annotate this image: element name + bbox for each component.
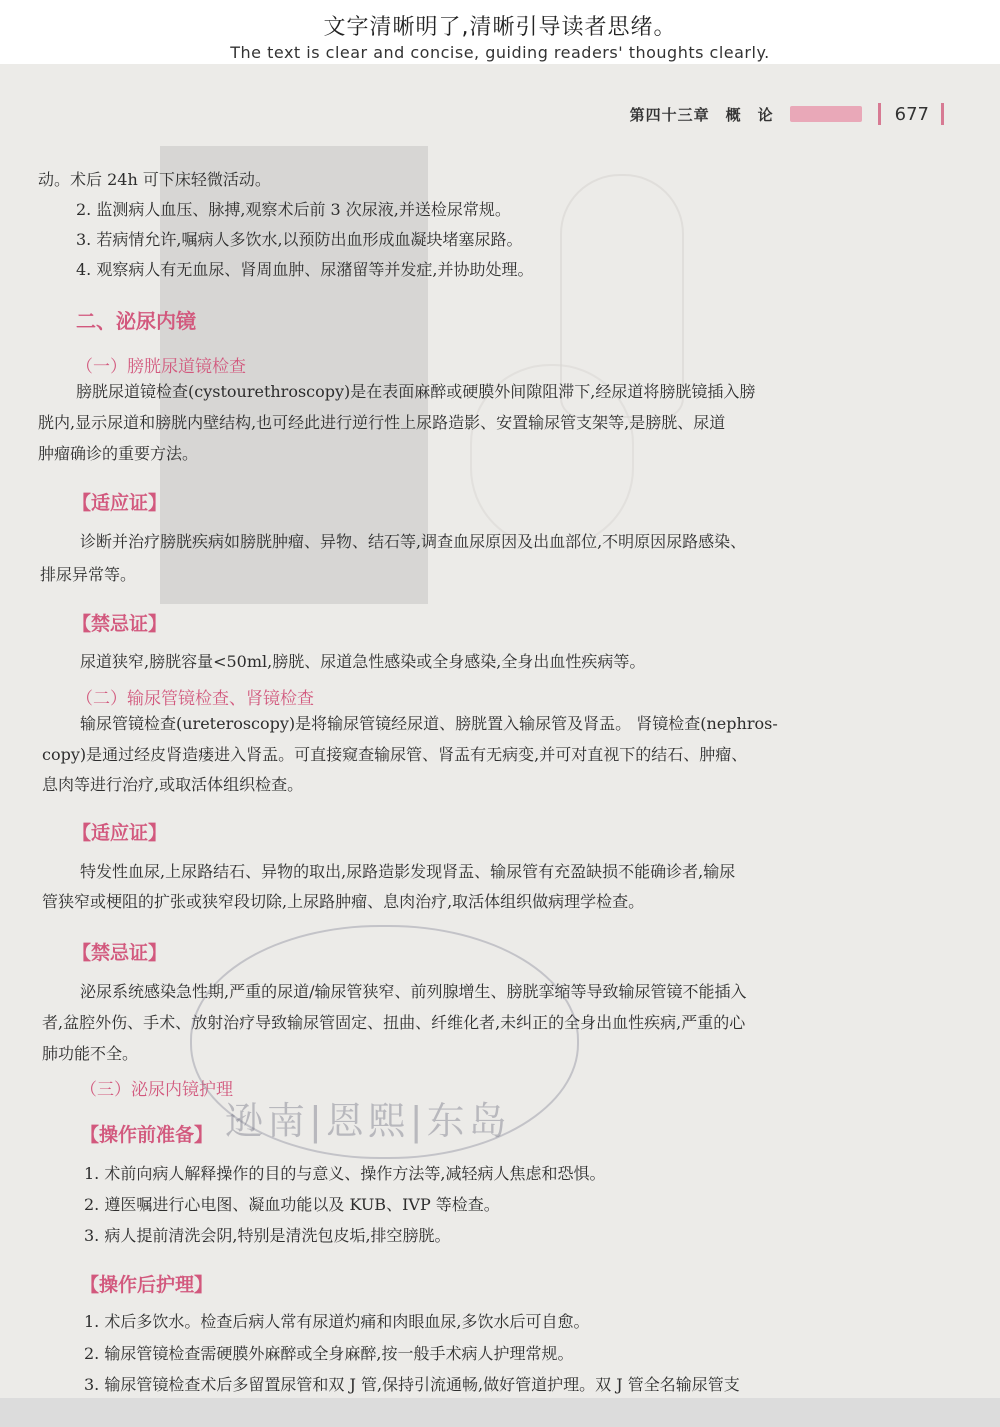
paragraph-line: 特发性血尿,上尿路结石、异物的取出,尿路造影发现肾盂、输尿管有充盈缺损不能确诊者,输尿 [80, 862, 736, 881]
page-number: 677 [894, 103, 929, 125]
paragraph-line: 输尿管镜检查(ureteroscopy)是将输尿管镜经尿道、膀胱置入输尿管及肾盂。 肾镜检查(nephros- [80, 714, 778, 733]
banner-chinese-caption: 文字清晰明了,清晰引导读者思绪。 [323, 15, 677, 40]
preparation-heading: 【操作前准备】 [80, 1124, 214, 1146]
paragraph-line: 诊断并治疗膀胱疾病如膀胱肿瘤、异物、结石等,调查血尿原因及出血部位,不明原因尿路感染、 [80, 532, 747, 551]
paragraph-line: 肿瘤确诊的重要方法。 [38, 444, 199, 463]
paragraph-line: 肺功能不全。 [42, 1044, 139, 1063]
section-heading: 二、泌尿内镜 [76, 309, 196, 333]
header-divider [878, 103, 881, 125]
banner-english-caption: The text is clear and concise, guiding readers' thoughts clearly. [230, 43, 770, 62]
paragraph-line: 息肉等进行治疗,或取活体组织检查。 [42, 775, 304, 794]
list-item: 2. 监测病人血压、脉搏,观察术后前 3 次尿液,并送检尿常规。 [76, 200, 511, 219]
paragraph-line: 膀胱尿道镜检查(cystourethroscopy)是在表面麻醉或硬膜外间隙阻滞下,经尿道将膀胱镜插入膀 [76, 382, 756, 401]
caption-banner [0, 0, 1000, 64]
paragraph-line: 管狭窄或梗阻的扩张或狭窄段切除,上尿路肿瘤、息肉治疗,取活体组织做病理学检查。 [42, 892, 645, 911]
list-item: 2. 输尿管镜检查需硬膜外麻醉或全身麻醉,按一般手术病人护理常规。 [84, 1344, 574, 1363]
paragraph-line: 泌尿系统感染急性期,严重的尿道/输尿管狭窄、前列腺增生、膀胱挛缩等导致输尿管镜不能插入 [80, 982, 747, 1001]
watermark-text: 逊南|恩熙|东岛 [225, 1099, 511, 1143]
contraindication-heading: 【禁忌证】 [72, 942, 168, 964]
list-item: 1. 术后多饮水。检查后病人常有尿道灼痛和肉眼血尿,多饮水后可自愈。 [84, 1312, 590, 1331]
subsection-heading: （二）输尿管镜检查、肾镜检查 [76, 689, 314, 709]
header-accent-bar [790, 106, 862, 122]
indication-heading: 【适应证】 [72, 492, 168, 514]
list-item: 2. 遵医嘱进行心电图、凝血功能以及 KUB、IVP 等检查。 [84, 1195, 500, 1214]
header-divider-right [941, 103, 944, 125]
book-page [0, 64, 1000, 1427]
post-care-heading: 【操作后护理】 [80, 1274, 214, 1296]
list-item: 3. 病人提前清洗会阴,特别是清洗包皮垢,排空膀胱。 [84, 1226, 451, 1245]
subsection-heading: （一）膀胱尿道镜检查 [76, 357, 246, 377]
list-item: 4. 观察病人有无血尿、肾周血肿、尿潴留等并发症,并协助处理。 [76, 260, 534, 279]
paragraph-line: 者,盆腔外伤、手术、放射治疗导致输尿管固定、扭曲、纤维化者,未纠正的全身出血性疾病,严重的心 [42, 1013, 746, 1032]
contraindication-heading: 【禁忌证】 [72, 613, 168, 635]
list-item: 3. 若病情允许,嘱病人多饮水,以预防出血形成血凝块堵塞尿路。 [76, 230, 523, 249]
indication-heading: 【适应证】 [72, 822, 168, 844]
subsection-heading: （三）泌尿内镜护理 [80, 1080, 233, 1100]
continuation-line: 动。术后 24h 可下床轻微活动。 [38, 170, 271, 189]
paragraph-line: 胱内,显示尿道和膀胱内壁结构,也可经此进行逆行性上尿路造影、安置输尿管支架等,是膀胱、尿道 [38, 413, 726, 432]
paragraph-line: 尿道狭窄,膀胱容量<50ml,膀胱、尿道急性感染或全身感染,全身出血性疾病等。 [80, 652, 646, 671]
paragraph-line: 排尿异常等。 [40, 565, 137, 584]
paragraph-line: copy)是通过经皮肾造瘘进入肾盂。可直接窥查输尿管、肾盂有无病变,并可对直视下的结石、肿瘤、 [42, 745, 748, 764]
list-item: 1. 术前向病人解释操作的目的与意义、操作方法等,减轻病人焦虑和恐惧。 [84, 1164, 606, 1183]
list-item: 3. 输尿管镜检查术后多留置尿管和双 J 管,保持引流通畅,做好管道护理。双 J 管全名输尿管支 [84, 1375, 740, 1394]
chapter-title: 第四十三章 概 论 [629, 105, 774, 124]
page-header [630, 102, 944, 126]
bottom-edge [0, 1398, 1000, 1427]
